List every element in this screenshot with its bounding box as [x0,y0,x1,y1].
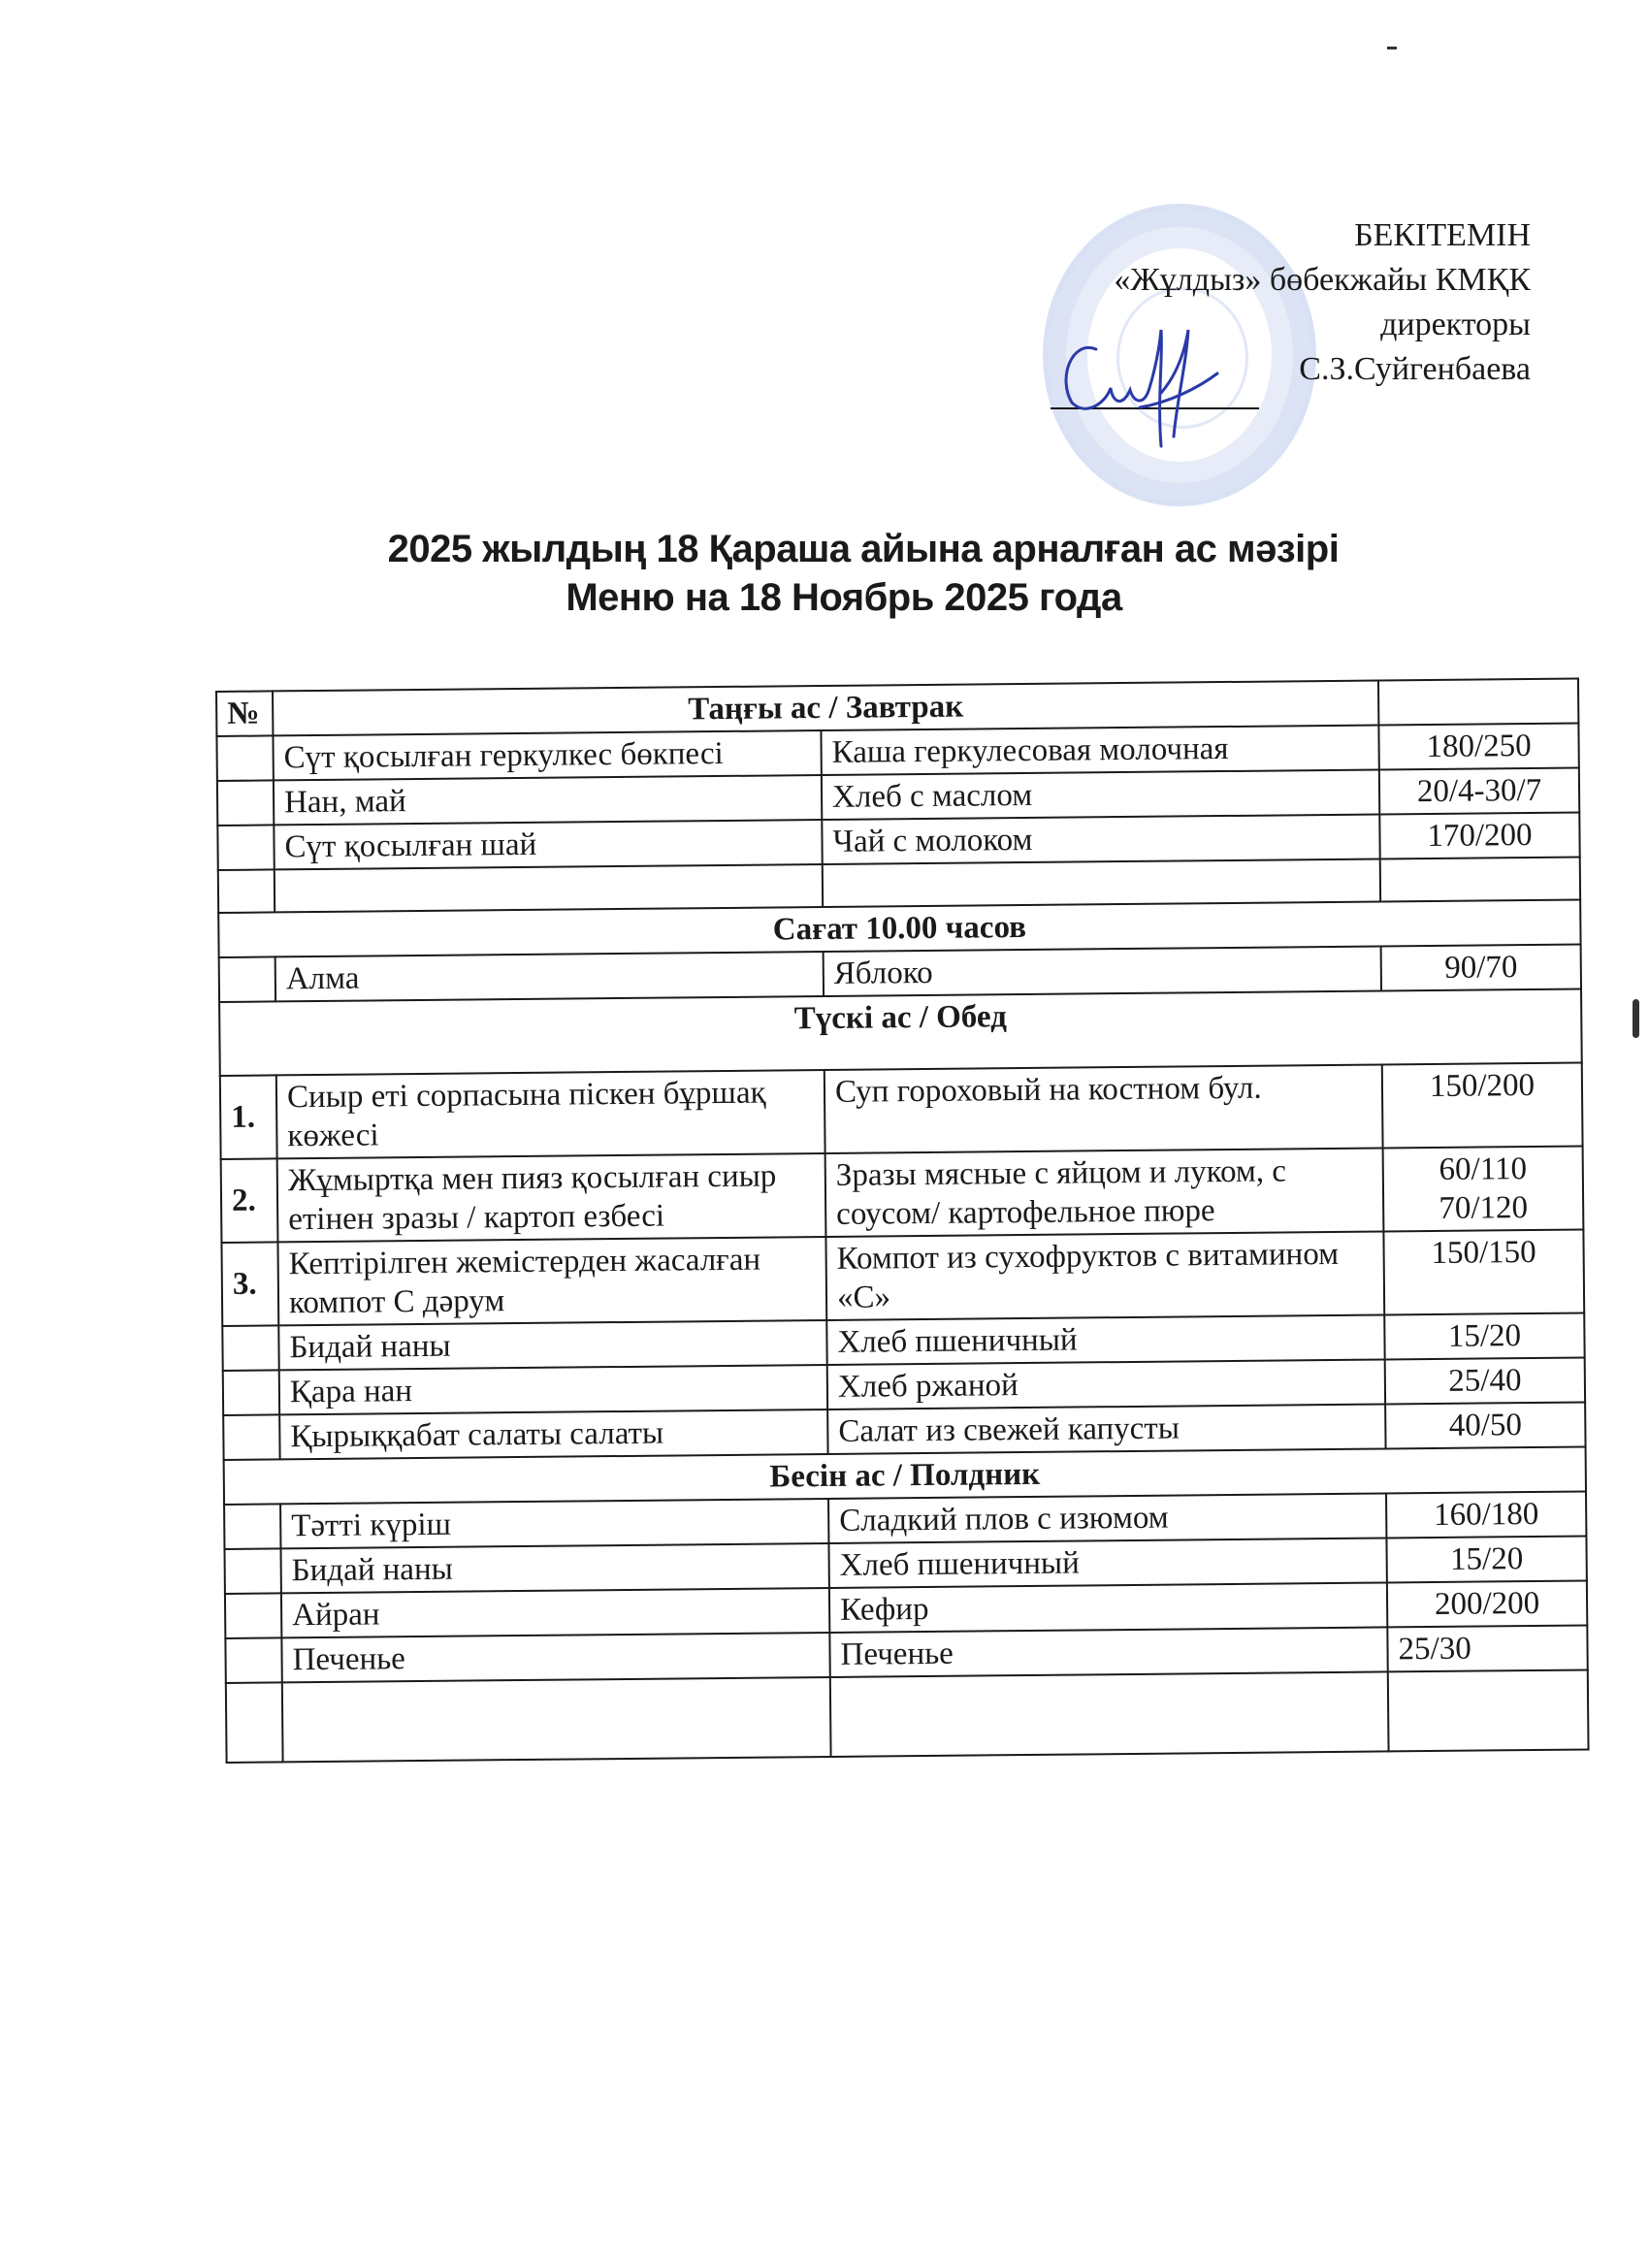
dish-weight: 160/180 [1386,1491,1586,1538]
menu-table [215,678,1590,1764]
scan-mark [1387,47,1397,49]
dish-weight: 25/30 [1387,1625,1587,1671]
dish-kazakh: Кептірілген жемістерден жасалған компот С дәрум [277,1237,826,1325]
dish-kazakh: Сиыр еті сорпасына піскен бұршақ көжесі [276,1070,825,1158]
dish-weight: 40/50 [1385,1402,1585,1448]
dish-russian: Зразы мясные с яйцом и луком, с соусом/ картофельное пюре [825,1148,1384,1237]
dish-kazakh: Бидай наны [280,1543,828,1593]
dish-kazakh: Бидай наны [278,1320,826,1370]
table-row: 1. Сиыр еті сорпасына піскен бұршақ көжесі Суп гороховый на костном бул. 150/200 [220,1062,1583,1158]
dish-russian: Яблоко [824,946,1381,996]
section-title: Бесін ас / Полдник [224,1446,1586,1504]
signature-icon [1052,320,1246,456]
number-header: № [216,691,273,736]
dish-kazakh: Жұмыртқа мен пияз қосылған сиыр етінен зразы / картоп езбесі [277,1153,826,1242]
dish-russian: Печенье [829,1627,1387,1677]
dish-weight: 170/200 [1379,813,1579,859]
dish-weight: 15/20 [1386,1536,1586,1582]
dish-weight: 180/250 [1378,724,1578,770]
dish-russian: Каша геркулесовая молочная [821,725,1378,775]
dish-russian: Суп гороховый на костном бул. [824,1064,1383,1153]
dish-kazakh: Сүт қосылған шай [274,820,822,869]
dish-weight: 90/70 [1381,945,1581,991]
dish-russian: Сладкий плов с изюмом [828,1493,1386,1543]
dish-weight: 15/20 [1384,1312,1584,1359]
dish-weight: 150/200 [1382,1062,1583,1148]
section-title: Түскі ас / Обед [219,988,1582,1075]
approval-name: С.З.Суйгенбаева [1299,351,1531,387]
menu-table-container [215,678,1588,1764]
dish-kazakh: Айран [281,1588,829,1637]
approval-org: «Жұлдыз» бөбекжайы КМҚК [1114,262,1531,298]
dish-weight: 20/4-30/7 [1379,768,1579,815]
dish-weight: 200/200 [1387,1580,1587,1627]
table-row: 2. Жұмыртқа мен пияз қосылған сиыр етінен зразы / картоп езбесі Зразы мясные с яйцом и луком, с соусом/ картофельное пюре 60/110 70/120 [221,1146,1584,1242]
approval-position: директоры [1380,307,1531,342]
scan-mark [1633,999,1639,1038]
dish-kazakh: Алма [275,952,824,1001]
dish-weight: 150/150 [1383,1229,1584,1314]
dish-kazakh: Печенье [281,1633,829,1682]
dish-kazakh: Қырыққабат салаты салаты [279,1409,827,1459]
page-title-russian: Меню на 18 Ноябрь 2025 года [566,576,1122,619]
approval-label: БЕКІТЕМІН [1354,217,1531,253]
dish-russian: Хлеб пшеничный [826,1314,1384,1365]
dish-russian: Хлеб ржаной [827,1359,1385,1409]
dish-weight: 25/40 [1385,1357,1585,1404]
page-title-kazakh: 2025 жылдың 18 Қараша айына арналған ас мәзірі [387,528,1340,570]
table-row-empty [226,1669,1589,1762]
dish-weight: 60/110 70/120 [1383,1146,1584,1231]
dish-russian: Салат из свежей капусты [827,1404,1385,1454]
dish-russian: Компот из сухофруктов с витамином «С» [825,1231,1384,1320]
section-header-lunch [219,988,1582,1075]
table-row: 3. Кептірілген жемістерден жасалған компот С дәрум Компот из сухофруктов с витамином «С» 150/150 [221,1229,1584,1325]
section-title: Таңғы ас / Завтрак [273,680,1378,735]
dish-kazakh: Нан, май [274,775,822,825]
dish-kazakh: Қара нан [279,1365,827,1414]
dish-russian: Чай с молоком [822,814,1379,864]
dish-russian: Хлеб пшеничный [828,1538,1386,1588]
dish-kazakh: Сүт қосылған геркулкес бөкпесі [273,730,821,780]
dish-russian: Хлеб с маслом [822,769,1379,820]
section-title: Сағат 10.00 часов [218,900,1580,957]
dish-russian: Кефир [829,1582,1387,1633]
dish-kazakh: Тәтті күріш [280,1499,828,1548]
